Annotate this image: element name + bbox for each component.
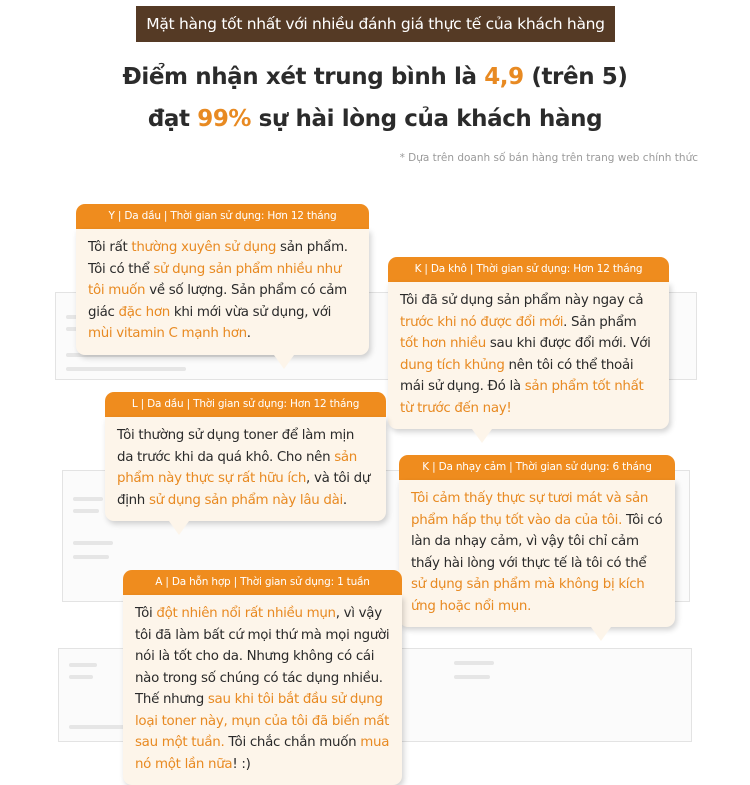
review-text-segment: .: [342, 492, 347, 508]
speech-tail: [274, 355, 294, 369]
review-text-segment: , vì vậy tôi đã làm bất cứ mọi thứ mà mọi người nói là tốt cho da. Nhưng không có cái nào trong số chúng có tác dụng nhiều. Thế nhưng: [135, 606, 390, 707]
speech-tail: [591, 627, 611, 641]
review-text-segment: . Sản phẩm: [563, 314, 637, 330]
review-text-segment: .: [246, 326, 251, 341]
review-card-1: [76, 204, 369, 355]
headline-line-2-suffix: sự hài lòng của khách hàng: [251, 106, 603, 132]
review-card-1-text: [76, 229, 369, 355]
review-text-segment: Tôi chắc chắn muốn: [224, 735, 361, 750]
top-banner: Mặt hàng tốt nhất với nhiều đánh giá thực tế của khách hàng: [136, 6, 615, 42]
highlighted-phrase: sử dụng sản phẩm mà không bị kích ứng hoặc nổi mụn.: [411, 577, 645, 614]
speech-tail: [169, 521, 189, 535]
highlighted-phrase: thường xuyên sử dụng: [131, 240, 277, 255]
highlighted-phrase: Tôi cảm thấy thực sự tươi mát và sản phẩm hấp thụ tốt vào da của tôi.: [411, 491, 649, 528]
review-text-segment: Tôi rất: [88, 240, 132, 255]
highlighted-phrase: tốt hơn nhiều: [400, 336, 486, 351]
review-text-segment: , và tôi dự định: [117, 471, 371, 508]
review-text-segment: Tôi có làn da nhạy cảm, vì vậy tôi chỉ cảm thấy hài lòng với thực tế là tôi có thể: [411, 512, 663, 571]
review-card-4: [399, 455, 675, 627]
review-card-1-header: Y | Da dầu | Thời gian sử dụng: Hơn 12 tháng: [76, 204, 369, 229]
headline-line-1-prefix: Điểm nhận xét trung bình là: [122, 64, 485, 90]
review-card-2: [388, 257, 669, 429]
highlighted-phrase: mùi vitamin C mạnh hơn: [88, 326, 247, 341]
headline-line-1-suffix: (trên 5): [523, 64, 628, 90]
highlighted-phrase: dung tích khủng: [400, 357, 505, 373]
highlighted-phrase: sản phẩm này thực sự rất hữu ích: [117, 449, 357, 486]
review-card-3-text: [105, 417, 386, 521]
review-text-segment: Tôi: [135, 606, 157, 621]
highlighted-phrase: sử dụng sản phẩm này lâu dài: [148, 492, 343, 508]
headline-line-1: [0, 64, 750, 90]
review-text-segment: sau khi được đổi mới. Với: [485, 336, 651, 351]
footnote: * Dựa trên doanh số bán hàng trên trang web chính thức: [399, 152, 698, 164]
review-card-2-text: [388, 282, 669, 429]
highlighted-phrase: đột nhiên nổi rất nhiều mụn: [156, 606, 336, 621]
review-card-5: [123, 570, 402, 785]
review-text-segment: ! :): [232, 756, 251, 772]
review-text-segment: khi mới vừa sử dụng, với: [169, 304, 332, 320]
review-card-3-header: L | Da dầu | Thời gian sử dụng: Hơn 12 tháng: [105, 392, 386, 417]
highlighted-phrase: sản phẩm tốt nhất từ trước đến nay!: [400, 379, 644, 416]
review-card-5-text: [123, 595, 402, 785]
highlighted-phrase: mua nó một lần nữa: [135, 735, 390, 772]
headline-line-2-prefix: đạt: [147, 106, 198, 132]
satisfaction-percent: 99%: [197, 106, 252, 132]
review-text-segment: Tôi đã sử dụng sản phẩm này ngay cả: [400, 293, 644, 308]
review-text-segment: Tôi thường sử dụng toner để làm mịn da trước khi da quá khô. Cho nên: [117, 428, 355, 465]
review-text-segment: nên tôi có thể thoải mái sử dụng. Đó là: [400, 357, 634, 394]
highlighted-phrase: đặc hơn: [118, 304, 170, 320]
review-card-2-header: K | Da khô | Thời gian sử dụng: Hơn 12 tháng: [388, 257, 669, 282]
review-card-4-header: K | Da nhạy cảm | Thời gian sử dụng: 6 tháng: [399, 455, 675, 480]
highlighted-phrase: sau khi tôi bắt đầu sử dụng loại toner này, mụn của tôi đã biến mất sau một tuần.: [135, 692, 390, 750]
review-card-4-text: [399, 480, 675, 627]
review-text-segment: về số lượng. Sản phẩm có cảm giác: [88, 283, 347, 320]
review-card-3: [105, 392, 386, 521]
review-card-5-header: A | Da hỗn hợp | Thời gian sử dụng: 1 tuần: [123, 570, 402, 595]
speech-tail: [472, 429, 492, 443]
average-score: 4,9: [484, 64, 524, 90]
highlighted-phrase: sử dụng sản phẩm nhiều như tôi muốn: [88, 261, 342, 298]
review-text-segment: sản phẩm. Tôi có thể: [88, 240, 348, 277]
headline-line-2: [0, 106, 750, 132]
highlighted-phrase: trước khi nó được đổi mới: [400, 314, 564, 330]
